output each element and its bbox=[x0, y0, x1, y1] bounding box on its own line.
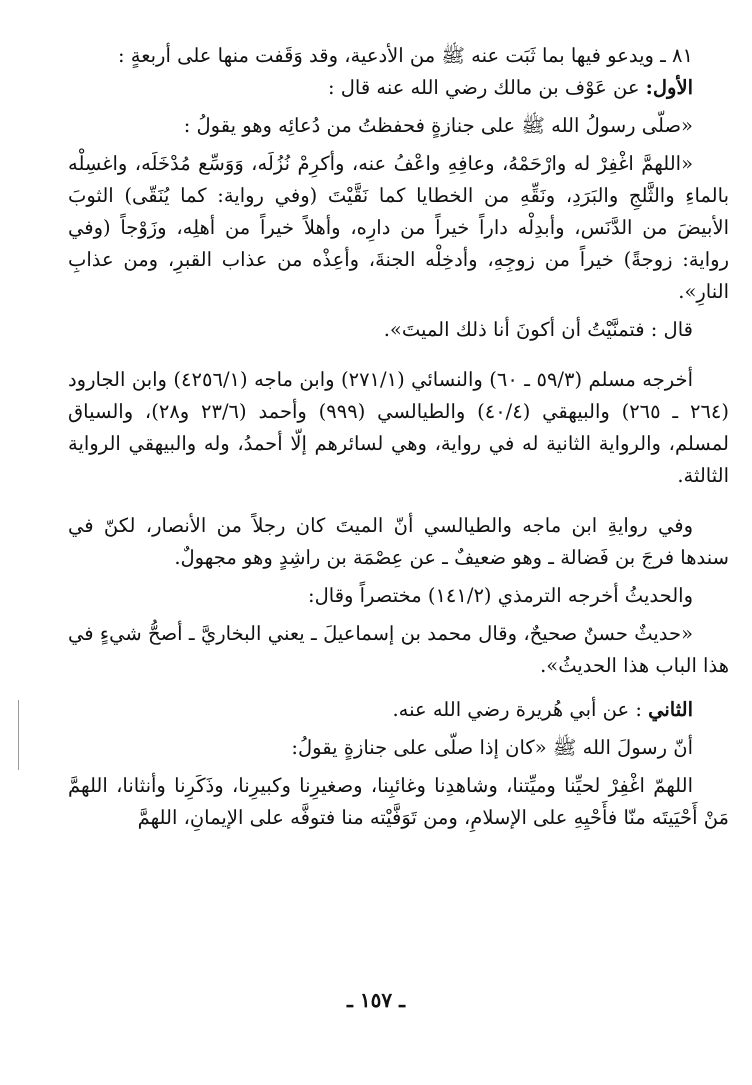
page-number: ـ ١٥٧ ـ bbox=[347, 988, 405, 1012]
narrator-remark: قال : فتمنَّيْتُ أن أكونَ أنا ذلك الميتَ». bbox=[383, 318, 693, 341]
page-body bbox=[68, 40, 729, 834]
first-text: عن عَوْف بن مالك رضي الله عنه قال : bbox=[327, 76, 646, 99]
paragraph-intro: ٨١ ـ ويدعو فيها بما ثَبَت عنه ﷺ من الأدعية، وقد وَقَفت منها على أربعةٍ : bbox=[118, 44, 693, 67]
margin-mark bbox=[18, 700, 19, 770]
paragraph-tirmidhi: والحديثُ أخرجه الترمذي (١٤١/٢) مختصراً وقال: bbox=[308, 584, 693, 607]
dua-second: اللهمّ اغْفِرْ لحيِّنا وميِّتنا، وشاهدِنا وغائبِنا، وصغيرِنا وكبيرِنا، وذَكَرِنا وأنثانا، اللهمَّ مَنْ أَحْيَيتَه منّا فأَحْيِهِ على الإسلامِ، ومن تَوَفَّيْته منا فتوفَّه على الإيمانِ، اللهمَّ bbox=[68, 774, 729, 829]
second-text: : عن أبي هُريرة رضي الله عنه. bbox=[392, 698, 649, 721]
dua-first: «اللهمَّ اغْفِرْ له وارْحَمْهُ، وعافِهِ واعْفُ عنه، وأكرِمْ نُزُلَه، وَوَسِّع مُدْخَلَه، واغسِلْه بالماءِ والثَّلجِ والبَرَدِ، ونَقِّهِ من الخطايا كما نَقَّيْتَ (وفي رواية: كما يُنَقّى) الثوبَ الأبيضَ من الدَّنَس، وأبدِلْه داراً خيراً من دارِه، وأهلاً خيراً من أهلِه، وزَوْجاً (وفي رواية: زوجةً) خيراً من زوجِهِ، وأدخِلْه الجنةَ، وأعِذْه من عذاب القبرِ، ومن عذابِ النارِ». bbox=[68, 152, 729, 303]
quote-hadith-hasan: «حديثٌ حسنٌ صحيحٌ، وقال محمد بن إسماعيلَ ـ يعني البخاريَّ ـ أصحُّ شيءٍ في هذا الباب هذا الحديثُ». bbox=[68, 622, 729, 677]
quote-first-intro: «صلّى رسولُ الله ﷺ على جنازةٍ فحفظتُ من دُعائِه وهو يقولُ : bbox=[183, 114, 693, 137]
quote-second-intro: أنّ رسولَ الله ﷺ «كان إذا صلّى على جنازةٍ يقولُ: bbox=[291, 736, 693, 759]
first-label: الأول: bbox=[645, 76, 693, 99]
paragraph-second-narration bbox=[68, 694, 729, 726]
second-label: الثاني bbox=[648, 698, 693, 721]
paragraph-riwaya: وفي روايةِ ابن ماجه والطيالسي أنّ الميتَ كان رجلاً من الأنصار، لكنّ في سندها فرجَ بن فَضالة ـ وهو ضعيفٌ ـ عن عِصْمَة بن راشِدٍ وهو مجهولٌ. bbox=[68, 514, 729, 569]
paragraph-first-narration bbox=[68, 72, 729, 104]
takhrij-first: أخرجه مسلم (٥٩/٣ ـ ٦٠) والنسائي (٢٧١/١) وابن ماجه (٤٢٥٦/١) وابن الجارود (٢٦٤ ـ ٢٦٥) والبيهقي (٤٠/٤) والطيالسي (٩٩٩) وأحمد (٢٣/٦ و٢٨)، والسياق لمسلم، والرواية الثانية له في رواية، وهي لسائرهم إلّا أحمدُ، وله والبيهقي الرواية الثالثة. bbox=[68, 368, 729, 487]
